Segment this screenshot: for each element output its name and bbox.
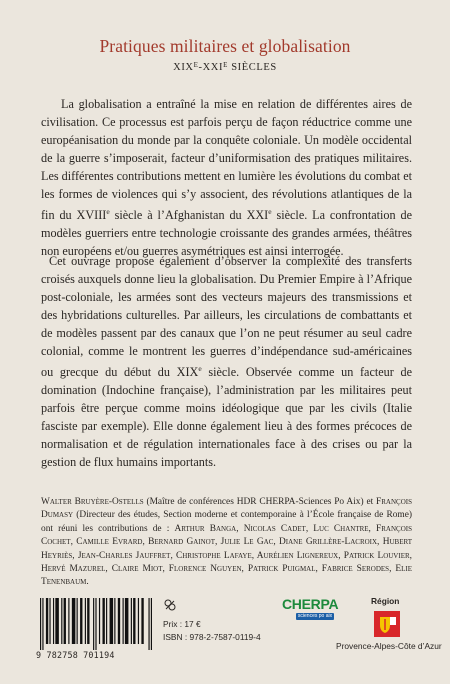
editor-name: Walter Bruyère-Ostells [41,497,144,507]
credits-paragraph: Walter Bruyère-Ostells (Maître de conférences HDR CHERPA-Sciences Po Aix) et François Dumasy (Directeur des études, Section moderne et contemporaine à l’École française de Rome) ont réuni les contributions de : Arthur Banga, Nicolas Cadet, Luc Chantre, François Cochet, Camille Evrard, Bernard Gainot, Julie Le Gac, Diane Grillère-Lacroix, Hubert Heyriès, Jean-Charles Jauffret, Christophe Lafaye, Aurélien Lignereux, Patrick Louvier, Hervé Mazurel, Claire Miot, Florence Nguyen, Patrick Puigmal, Fabrice Serodes, Elie Tenenbaum. [41,497,412,588]
copyright-warning-icon [163,598,177,612]
region-label: Région [371,596,400,606]
barcode-icon [40,598,152,650]
editor-name: François Dumasy [41,497,412,521]
summary-paragraph-2: Cet ouvrage propose également d’observer la complexité des transferts croisés auxquels donne lieu la globalisation. Du Premier Empire à l’Afrique post-coloniale, les armées sont des vecteurs majeurs des transmissions et des hybridations culturelles. Par ailleurs, les circulations de combattants et de modèles passent par des canaux que l’on ne peut résumer au seul cadre colonial, comme le montrent les guerres d’indépendance sud-américaines ou grecque du début du XIXe siècle. Observée comme un facteur de domination (Indochine française), l’administration par les militaires peut parfois être perçue comme moins idéologique que par les civils (Italie fasciste par exemple). Elle donne également lieu à des formes précoces de normalisation et de régulation internationales face à des crises ou par la gestion de flux humains importants. [41,254,412,470]
book-title: Pratiques militaires et globalisation [99,36,351,56]
summary-paragraph-1: La globalisation a entraîné la mise en relation de différentes aires de civilisation. Ce processus est parfois perçu de façon réductrice comme une européanisation du monde par la conquête coloniale. Un modèle occidental de la guerre s’imposerait, facteur d’uniformisation des pratiques militaires. Les différentes contributions mettent en lumière les évolutions du combat et les formes de violences qui s’y associent, des révolutions atlantiques de la fin du XVIIIe siècle à l’Afghanistan du XXIe siècle. La confrontation de modèles guerriers entre technologie croissante des grandes armées, théâtres non européens et/ou guerres asymétriques est ainsi interrogée. [41,97,413,259]
cherpa-logo: CHERPA sciences po aix [282,596,339,619]
contributor-list: Arthur Banga, Nicolas Cadet, Luc Chantre, François Cochet, Camille Evrard, Bernard Gainot, Julie Le Gac, Diane Grillère-Lacroix, Hubert Heyriès, Jean-Charles Jauffret, Christophe Lafaye, Aurélien Lignereux, Patrick Louvier, Hervé Mazurel, Claire Miot, Florence Nguyen, Patrick Puigmal, Fabrice Serodes, Elie Tenenbaum. [41,523,412,588]
barcode [36,596,156,664]
barcode-digits: 9 782758 701194 [36,650,115,660]
region-paca-logo [374,611,400,637]
region-name: Provence-Alpes-Côte d’Azur [336,641,442,651]
isbn: ISBN : 978-2-7587-0119-4 [163,632,261,642]
price: Prix : 17 € [163,619,201,629]
book-subtitle: $XIX^E-XXI^E$ SIÈCLES [173,61,277,73]
